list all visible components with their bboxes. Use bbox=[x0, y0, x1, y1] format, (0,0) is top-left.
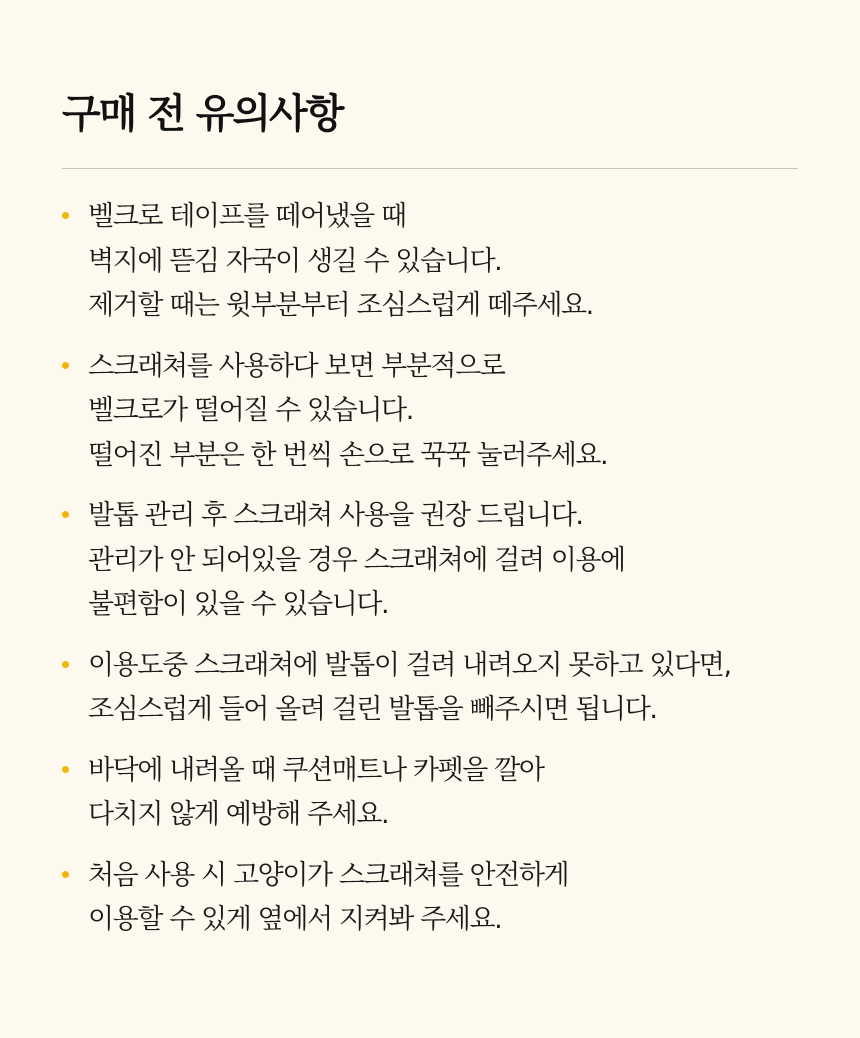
precaution-line: 조심스럽게 들어 올려 걸린 발톱을 빼주시면 됩니다. bbox=[88, 694, 657, 725]
precaution-item bbox=[62, 494, 798, 628]
bullet-dot-icon bbox=[62, 871, 69, 878]
precaution-line: 발톱 관리 후 스크래쳐 사용을 권장 드립니다. bbox=[88, 500, 583, 531]
precaution-item bbox=[62, 749, 798, 838]
bullet-dot-icon bbox=[62, 212, 69, 219]
bullet-dot-icon bbox=[62, 766, 69, 773]
bullet-dot-icon bbox=[62, 661, 69, 668]
precaution-line: 벨크로가 떨어질 수 있습니다. bbox=[88, 395, 413, 426]
precaution-line: 불편함이 있을 수 있습니다. bbox=[88, 589, 389, 620]
precaution-list bbox=[62, 195, 798, 943]
precaution-item bbox=[62, 644, 798, 733]
precaution-line: 스크래쳐를 사용하다 보면 부분적으로 bbox=[88, 350, 505, 382]
precaution-line: 떨어진 부분은 한 번씩 손으로 꾹꾹 눌러주세요. bbox=[88, 439, 608, 471]
title-divider bbox=[62, 168, 798, 169]
precaution-item bbox=[62, 195, 798, 329]
precaution-line: 이용할 수 있게 옆에서 지켜봐 주세요. bbox=[88, 904, 502, 935]
bullet-dot-icon bbox=[62, 511, 69, 518]
page-title: 구매 전 유의사항 bbox=[62, 91, 343, 137]
precaution-item bbox=[62, 345, 798, 479]
precaution-line: 관리가 안 되어있을 경우 스크래쳐에 걸려 이용에 bbox=[88, 544, 625, 576]
precaution-line: 바닥에 내려올 때 쿠션매트나 카펫을 깔아 bbox=[88, 754, 544, 786]
precaution-line: 처음 사용 시 고양이가 스크래쳐를 안전하게 bbox=[88, 859, 569, 891]
precaution-line: 벽지에 뜯김 자국이 생길 수 있습니다. bbox=[88, 245, 502, 277]
precaution-item bbox=[62, 854, 798, 943]
precaution-line: 제거할 때는 윗부분부터 조심스럽게 떼주세요. bbox=[88, 290, 593, 321]
precaution-line: 이용도중 스크래쳐에 발톱이 걸려 내려오지 못하고 있다면, bbox=[88, 649, 731, 681]
precaution-line: 다치지 않게 예방해 주세요. bbox=[88, 799, 389, 830]
precaution-line: 벨크로 테이프를 떼어냈을 때 bbox=[88, 201, 406, 232]
bullet-dot-icon bbox=[62, 362, 69, 369]
